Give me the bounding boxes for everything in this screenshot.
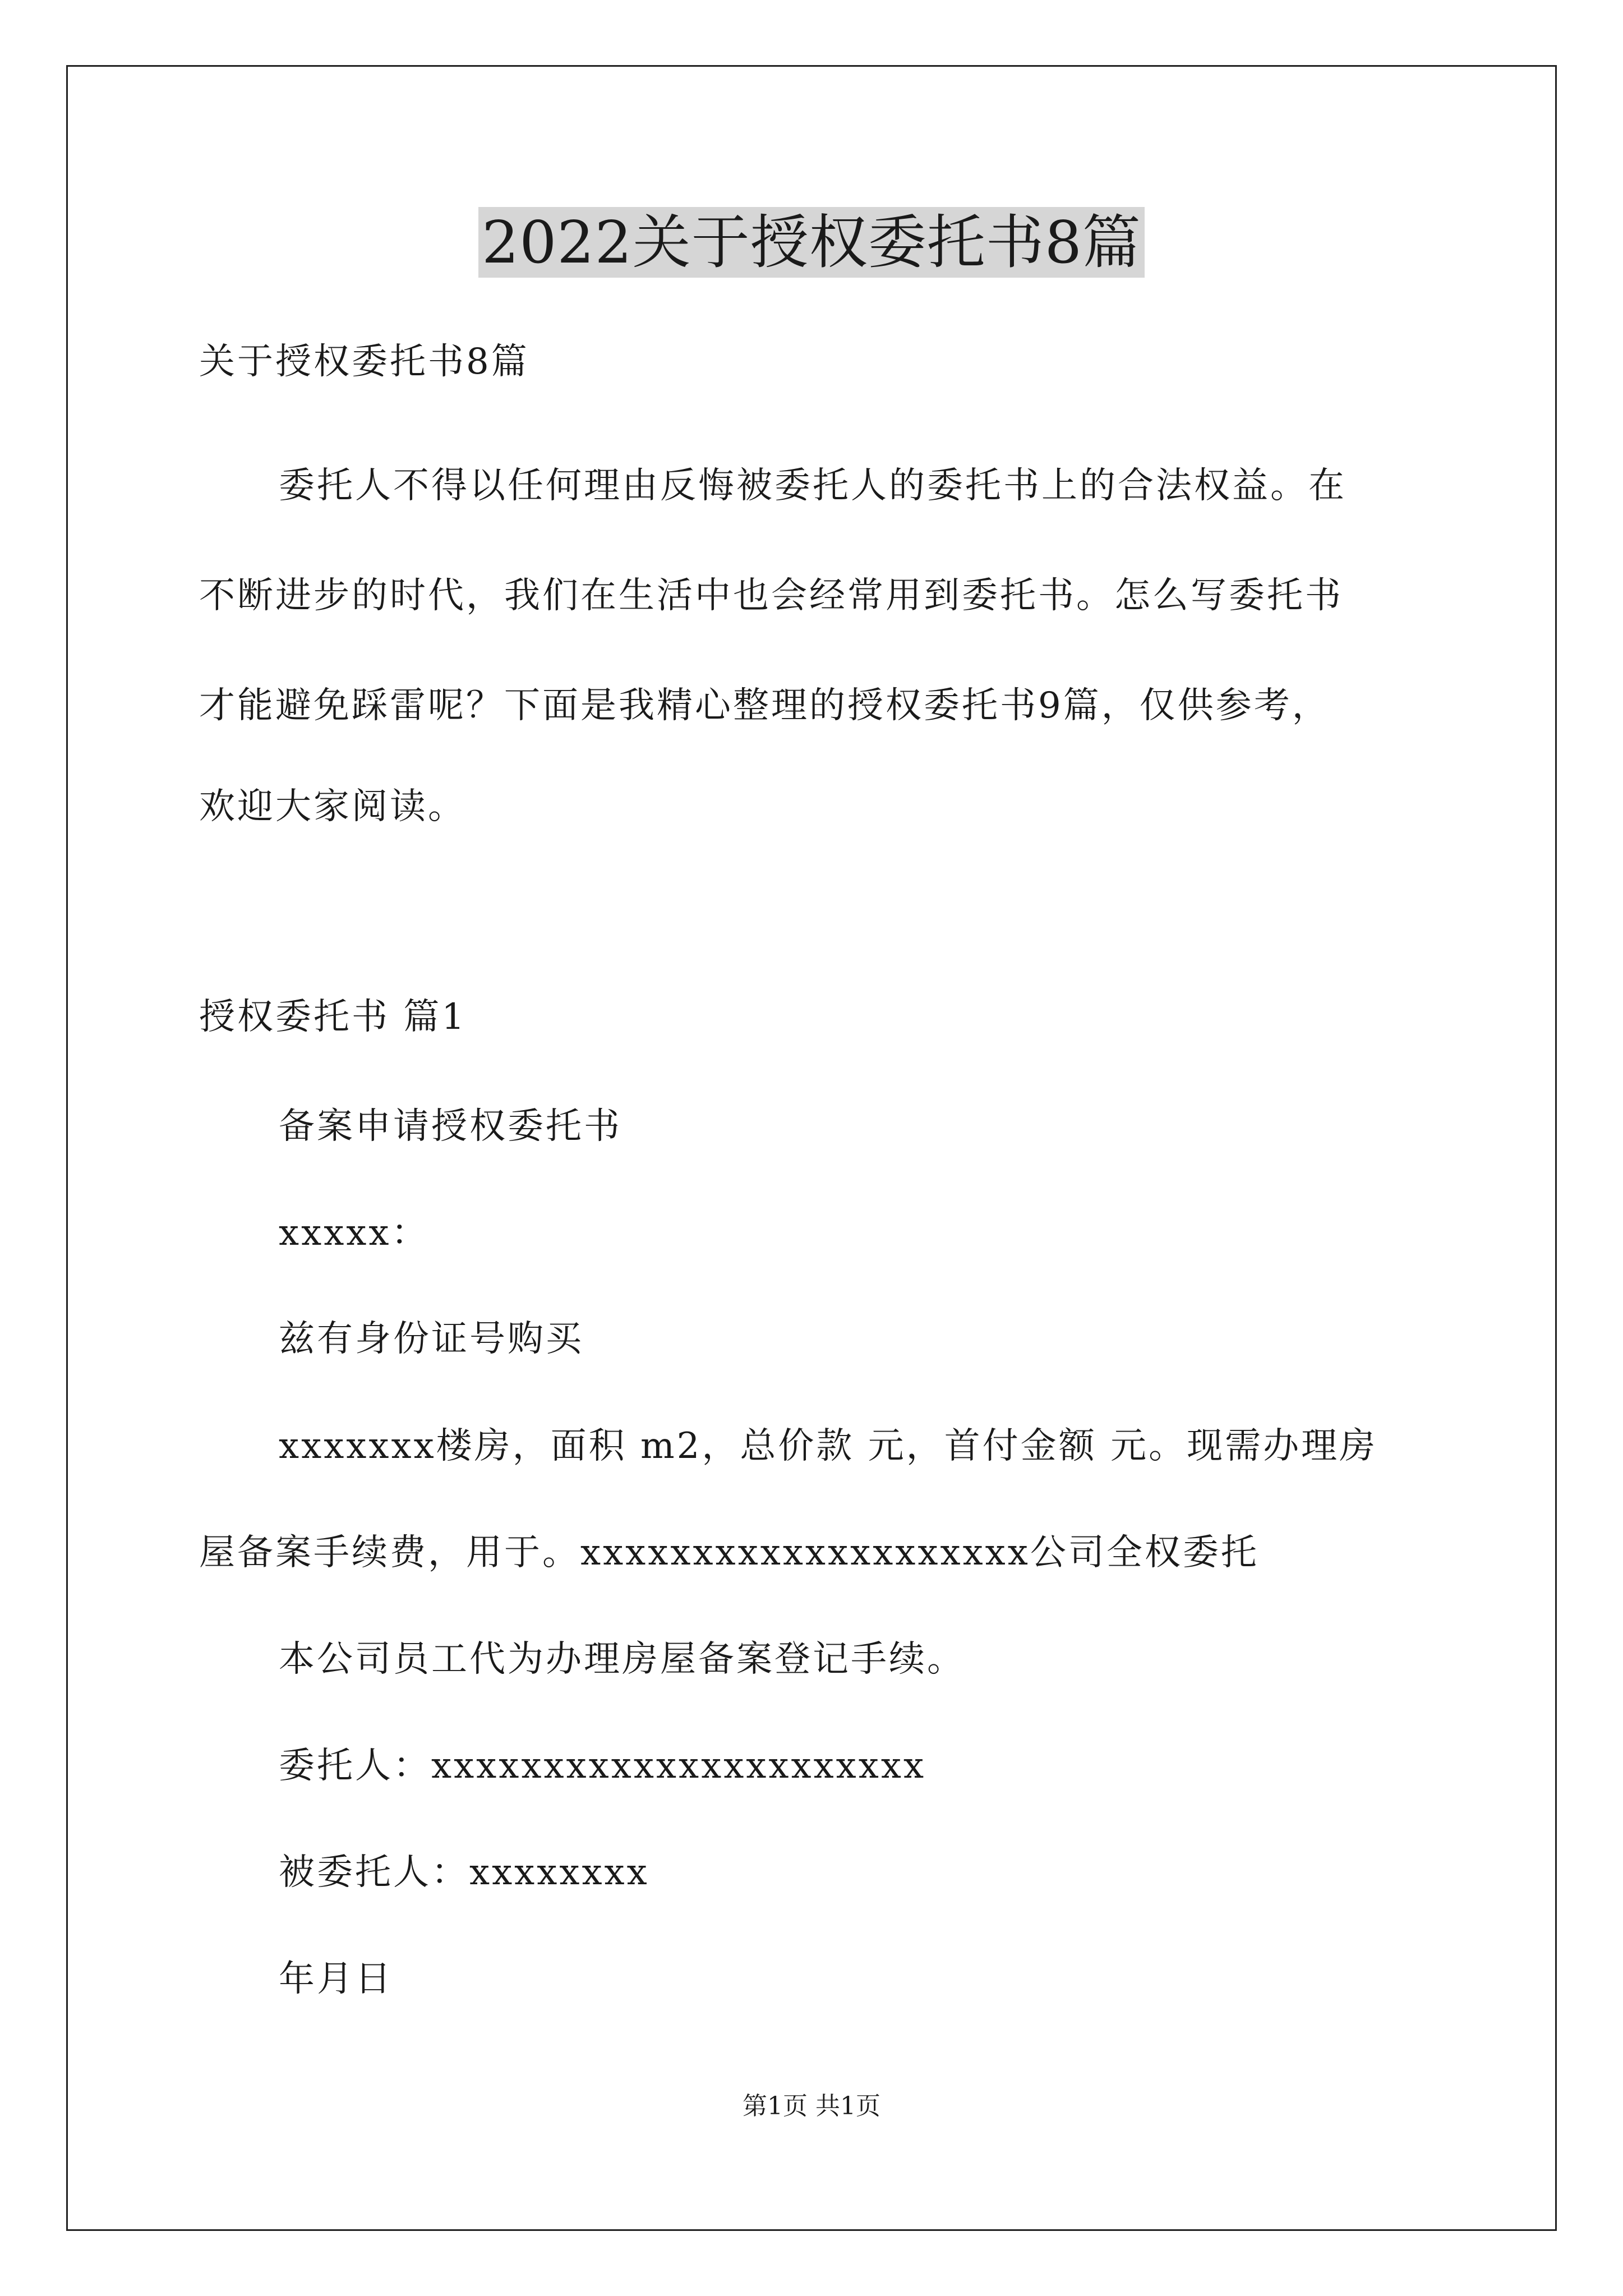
body-line: 屋备案手续费，用于。xxxxxxxxxxxxxxxxxxxx公司全权委托 bbox=[199, 1532, 1259, 1573]
body-line: 被委托人：xxxxxxxx bbox=[279, 1852, 649, 1893]
intro-line: 才能避免踩雷呢？下面是我精心整理的授权委托书9篇，仅供参考， bbox=[199, 685, 1330, 726]
document-subtitle: 关于授权委托书8篇 bbox=[199, 341, 529, 383]
intro-line: 欢迎大家阅读。 bbox=[199, 786, 466, 827]
section-heading: 授权委托书 篇1 bbox=[199, 996, 467, 1038]
document-title: 2022关于授权委托书8篇 bbox=[0, 203, 1623, 282]
intro-line: 委托人不得以任何理由反悔被委托人的委托书上的合法权益。在 bbox=[279, 465, 1347, 507]
body-line: 本公司员工代为办理房屋备案登记手续。 bbox=[279, 1639, 965, 1680]
page-footer: 第1页 共1页 bbox=[743, 2092, 880, 2120]
body-line: 年月日 bbox=[279, 1958, 393, 2000]
body-line: 委托人：xxxxxxxxxxxxxxxxxxxxxx bbox=[279, 1745, 926, 1787]
intro-line: 不断进步的时代，我们在生活中也会经常用到委托书。怎么写委托书 bbox=[199, 575, 1343, 616]
body-line: 兹有身份证号购买 bbox=[279, 1318, 584, 1360]
body-line: xxxxx： bbox=[279, 1212, 430, 1254]
body-line: 备案申请授权委托书 bbox=[279, 1106, 622, 1147]
body-line: xxxxxxx楼房，面积 m2，总价款 元，首付金额 元。现需办理房 bbox=[279, 1425, 1378, 1467]
